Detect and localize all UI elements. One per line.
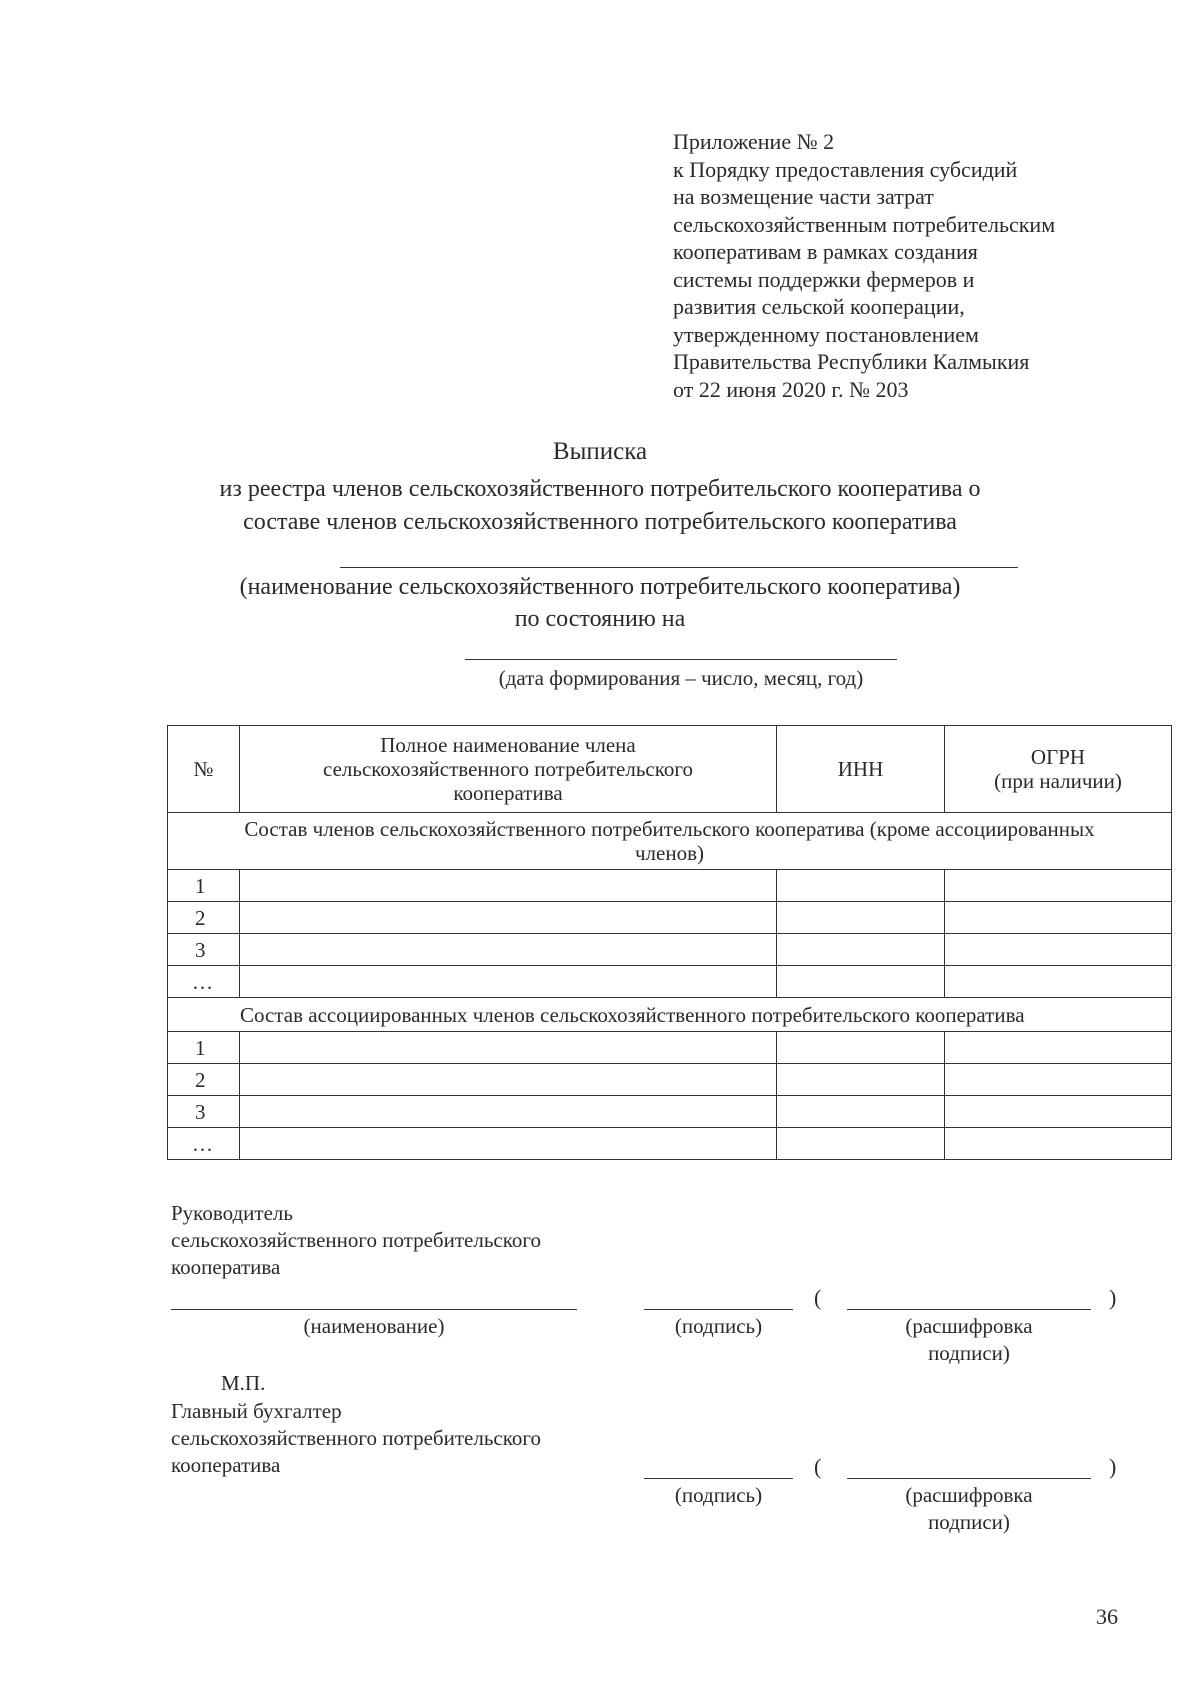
inn-cell[interactable] <box>777 902 945 934</box>
table-row <box>168 1032 1172 1064</box>
accountant-decode-line[interactable] <box>847 1478 1091 1479</box>
appendix-line: от 22 июня 2020 г. № 203 <box>673 376 909 402</box>
header-num: № <box>168 726 240 813</box>
appendix-line: утвержденному постановлением <box>673 321 979 347</box>
paren-close: ) <box>1109 1454 1117 1479</box>
ogrn-cell[interactable] <box>945 902 1172 934</box>
member-name-cell[interactable] <box>240 870 777 902</box>
subtitle-line-1: из реестра членов сельскохозяйственного потребительского кооператива о <box>219 476 981 502</box>
section-regular-members: Состав членов сельскохозяйственного потребительского кооператива (кроме ассоциированных членов) <box>168 813 1172 870</box>
table-row <box>168 1064 1172 1096</box>
table-row <box>168 966 1172 998</box>
table-row <box>168 870 1172 902</box>
section-row <box>168 813 1172 870</box>
ogrn-cell[interactable] <box>945 1064 1172 1096</box>
inn-cell[interactable] <box>777 1128 945 1160</box>
accountant-decode-caption <box>847 1482 1091 1536</box>
member-name-cell[interactable] <box>240 902 777 934</box>
head-name-line[interactable] <box>171 1309 577 1310</box>
inn-cell[interactable] <box>777 1064 945 1096</box>
decode-caption-line: подписи) <box>928 1341 1010 1365</box>
header-inn: ИНН <box>777 726 945 813</box>
table-row <box>168 902 1172 934</box>
head-decode-line[interactable] <box>847 1309 1091 1310</box>
header-ogrn <box>945 726 1172 813</box>
accountant-signature-caption: (подпись) <box>674 1483 763 1507</box>
ogrn-cell[interactable] <box>945 934 1172 966</box>
document-subtitle <box>0 473 1200 539</box>
header-ogrn-title: ОГРН <box>1030 745 1086 769</box>
header-ogrn-note: (при наличии) <box>994 769 1122 793</box>
decode-caption-line: подписи) <box>928 1510 1010 1534</box>
inn-cell[interactable] <box>777 966 945 998</box>
head-name-caption: (наименование) <box>303 1314 445 1338</box>
date-field-line[interactable] <box>465 659 897 660</box>
member-name-cell[interactable] <box>240 966 777 998</box>
member-name-cell[interactable] <box>240 1128 777 1160</box>
member-name-cell[interactable] <box>240 934 777 966</box>
subtitle-line-2: составе членов сельскохозяйственного потребительского кооператива <box>243 509 957 535</box>
appendix-line: к Порядку предоставления субсидий <box>673 156 1018 182</box>
inn-cell[interactable] <box>777 1096 945 1128</box>
appendix-line: кооперативам в рамках создания <box>673 239 978 264</box>
row-number: 2 <box>168 1064 240 1096</box>
ogrn-cell[interactable] <box>945 1032 1172 1064</box>
row-number: 1 <box>168 870 240 902</box>
head-signature-caption: (подпись) <box>674 1314 763 1338</box>
accountant-line: Главный бухгалтер <box>171 1399 342 1423</box>
appendix-line: системы поддержки фермеров и <box>673 266 975 292</box>
head-line: кооператива <box>171 1255 281 1279</box>
section-row <box>168 998 1172 1032</box>
ogrn-cell[interactable] <box>945 1128 1172 1160</box>
appendix-line: Приложение № 2 <box>673 129 835 154</box>
appendix-line: развития сельской кооперации, <box>673 294 965 319</box>
paren-close: ) <box>1109 1285 1117 1310</box>
accountant-signature-line[interactable] <box>644 1478 793 1479</box>
row-number: 3 <box>168 934 240 966</box>
page-number: 36 <box>1096 1604 1118 1629</box>
ogrn-cell[interactable] <box>945 1096 1172 1128</box>
appendix-line: сельскохозяйственным потребительским <box>673 211 1056 237</box>
head-decode-caption <box>847 1313 1091 1367</box>
accountant-line: кооператива <box>171 1453 281 1477</box>
appendix-line: Правительства Республики Калмыкия <box>673 349 1030 374</box>
head-title-block <box>171 1200 541 1281</box>
table-row <box>168 934 1172 966</box>
member-name-cell[interactable] <box>240 1064 777 1096</box>
decode-caption-line: (расшифровка <box>905 1483 1033 1507</box>
head-line: Руководитель <box>171 1201 293 1225</box>
table-row <box>168 1128 1172 1160</box>
row-number: 2 <box>168 902 240 934</box>
inn-cell[interactable] <box>777 934 945 966</box>
head-signature-line[interactable] <box>644 1309 793 1310</box>
member-name-cell[interactable] <box>240 1032 777 1064</box>
head-line: сельскохозяйственного потребительского <box>171 1228 541 1252</box>
paren-open: ( <box>814 1454 822 1479</box>
row-number: … <box>168 966 240 998</box>
ogrn-cell[interactable] <box>945 870 1172 902</box>
coop-name-field-line[interactable] <box>340 567 1018 568</box>
table-header-row <box>168 726 1172 813</box>
accountant-title-block <box>171 1398 541 1479</box>
table-row <box>168 1096 1172 1128</box>
section-associated-members: Состав ассоциированных членов сельскохозяйственного потребительского кооператива <box>168 998 1172 1032</box>
paren-open: ( <box>814 1285 822 1310</box>
inn-cell[interactable] <box>777 870 945 902</box>
document-title: Выписка <box>552 438 648 465</box>
member-name-cell[interactable] <box>240 1096 777 1128</box>
header-member-name: Полное наименование члена сельскохозяйственного потребительского кооператива <box>240 726 777 813</box>
as-of-label: по состоянию на <box>514 606 686 632</box>
ogrn-cell[interactable] <box>945 966 1172 998</box>
inn-cell[interactable] <box>777 1032 945 1064</box>
appendix-line: на возмещение части затрат <box>673 184 934 209</box>
coop-name-caption: (наименование сельскохозяйственного потребительского кооператива) <box>239 574 961 600</box>
decode-caption-line: (расшифровка <box>905 1314 1033 1338</box>
date-caption: (дата формирования – число, месяц, год) <box>498 666 864 690</box>
row-number: 3 <box>168 1096 240 1128</box>
appendix-header <box>673 128 1055 403</box>
stamp-label: М.П. <box>221 1371 266 1395</box>
accountant-line: сельскохозяйственного потребительского <box>171 1426 541 1450</box>
members-registry-table <box>167 725 1172 1160</box>
row-number: 1 <box>168 1032 240 1064</box>
row-number: … <box>168 1128 240 1160</box>
